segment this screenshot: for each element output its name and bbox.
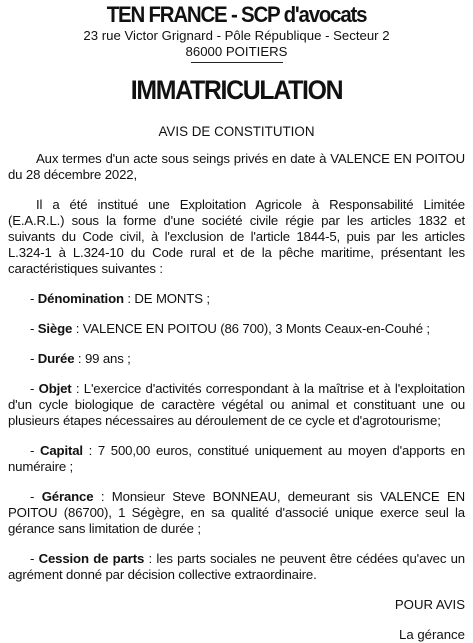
item-gerance — [8, 489, 465, 537]
item-text: : L'exercice d'activités correspondant à la maîtrise et à l'exploitation d'un cycle biologique de caractère végétal ou animal et constituant une ou plusieurs étapes nécessaires au déroulement de ce cycle et d'agrotourisme; — [8, 381, 465, 428]
notice-heading: AVIS DE CONSTITUTION — [158, 124, 315, 139]
item-duree — [8, 351, 465, 367]
institution-paragraph: Il a été institué une Exploitation Agricole à Responsabilité Limitée (E.A.R.L.) sous la forme d'une société civile régie par les articles 1832 et suivants du Code civil, à l'exclusion de l'article 1844-5, puis par les articles L.324-1 à L.324-10 du Code rural et de la pêche maritime, présentant les caractéristiques suivantes : — [8, 197, 465, 276]
item-text: : Monsieur Steve BONNEAU, demeurant sis VALENCE EN POITOU (86700), 1 Ségègre, en sa qualité d'associé unique exerce seul la gérance sans limitation de durée ; — [8, 489, 466, 536]
item-prefix: - — [30, 351, 38, 366]
item-label: Durée — [37, 351, 75, 366]
item-text: : VALENCE EN POITOU (86 700), 3 Monts Ceaux-en-Couhé ; — [72, 321, 430, 336]
item-label: Capital — [39, 443, 83, 458]
item-prefix: - — [30, 551, 39, 566]
item-siege — [8, 321, 465, 337]
firm-address-line-2: 86000 POITIERS — [185, 44, 288, 59]
intro-paragraph: Aux termes d'un acte sous seings privés en date à VALENCE EN POITOU du 28 décembre 2022, — [8, 151, 465, 182]
header-divider — [191, 62, 283, 63]
closing-pour-avis: POUR AVIS — [394, 597, 465, 612]
item-prefix: - — [30, 321, 38, 336]
item-prefix: - — [30, 291, 38, 306]
item-prefix: - — [30, 381, 39, 396]
item-label: Dénomination — [37, 291, 124, 306]
item-text: : 7 500,00 euros, constitué uniquement au moyen d'apports en numéraire ; — [8, 443, 465, 474]
item-objet — [8, 381, 465, 429]
page-title: IMMATRICULATION — [130, 75, 343, 105]
item-denomination — [8, 291, 465, 307]
firm-address-line-1: 23 rue Victor Grignard - Pôle République - Secteur 2 — [83, 28, 390, 43]
firm-name: TEN FRANCE - SCP d'avocats — [106, 2, 367, 27]
item-cession-de-parts — [8, 551, 465, 583]
item-capital — [8, 443, 465, 475]
closing-signatory: La gérance — [399, 627, 465, 642]
item-prefix: - — [30, 443, 40, 458]
item-text: : DE MONTS ; — [123, 291, 210, 306]
item-prefix: - — [30, 489, 42, 504]
item-text: : les parts sociales ne peuvent être cédées qu'avec un agrément donné par décision collective extraordinaire. — [8, 551, 465, 582]
item-label: Cession de parts — [38, 551, 145, 566]
item-label: Objet — [38, 381, 72, 396]
item-text: : 99 ans ; — [74, 351, 131, 366]
item-label: Gérance — [41, 489, 94, 504]
item-label: Siège — [37, 321, 73, 336]
